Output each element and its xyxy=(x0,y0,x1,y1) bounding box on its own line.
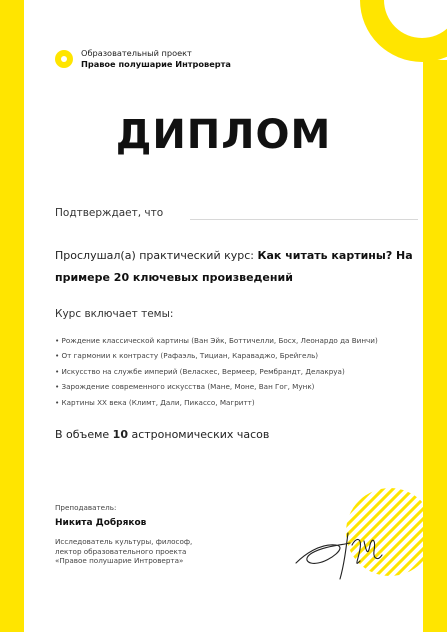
half-circle-logo-icon xyxy=(55,50,73,68)
left-accent-bar xyxy=(0,0,24,632)
teacher-desc-line: «Правое полушарие Интроверта» xyxy=(55,556,184,566)
topics-list xyxy=(55,333,378,410)
course-prefix: Прослушал(а) практический курс: xyxy=(55,249,258,262)
includes-label: Курс включает темы: xyxy=(55,308,174,320)
hours-count: 10 xyxy=(112,428,128,441)
recipient-name-line xyxy=(190,219,418,220)
project-logo xyxy=(55,48,231,70)
hours-suffix: астрономических часов xyxy=(127,428,270,441)
logo-line-2: Правое полушарие Интроверта xyxy=(81,59,231,69)
hours-text xyxy=(55,428,269,441)
teacher-desc-line: Исследователь культуры, философ, xyxy=(55,537,193,546)
list-item: • Рождение классической картины (Ван Эйк, Боттичелли, Босх, Леонардо да Винчи) xyxy=(55,336,378,345)
confirms-label: Подтверждает, что xyxy=(55,207,164,219)
hours-prefix: В объеме xyxy=(55,428,113,441)
teacher-name: Никита Добряков xyxy=(55,518,147,528)
course-name: Как читать картины? На примере 20 ключевых произведений xyxy=(55,249,413,284)
list-item: • Искусство на службе империй (Веласкес, Вермеер, Рембрандт, Делакруа) xyxy=(55,366,345,376)
list-item: • От гармонии к контрасту (Рафаэль, Тициан, Караваджо, Брейгель) xyxy=(55,351,319,361)
list-item: • Картины XX века (Климт, Дали, Пикассо, Магритт) xyxy=(55,397,255,407)
course-text xyxy=(55,245,425,289)
teacher-description xyxy=(55,537,255,566)
teacher-desc-line: лектор образовательного проекта xyxy=(55,546,187,556)
teacher-label: Преподаватель: xyxy=(55,503,117,512)
logo-line-1: Образовательный проект xyxy=(81,48,192,58)
list-item: • Зарождение современного искусства (Мане, Моне, Ван Гог, Мунк) xyxy=(55,382,315,392)
signature-icon xyxy=(290,515,390,595)
diploma-title: ДИПЛОМ xyxy=(115,112,332,158)
